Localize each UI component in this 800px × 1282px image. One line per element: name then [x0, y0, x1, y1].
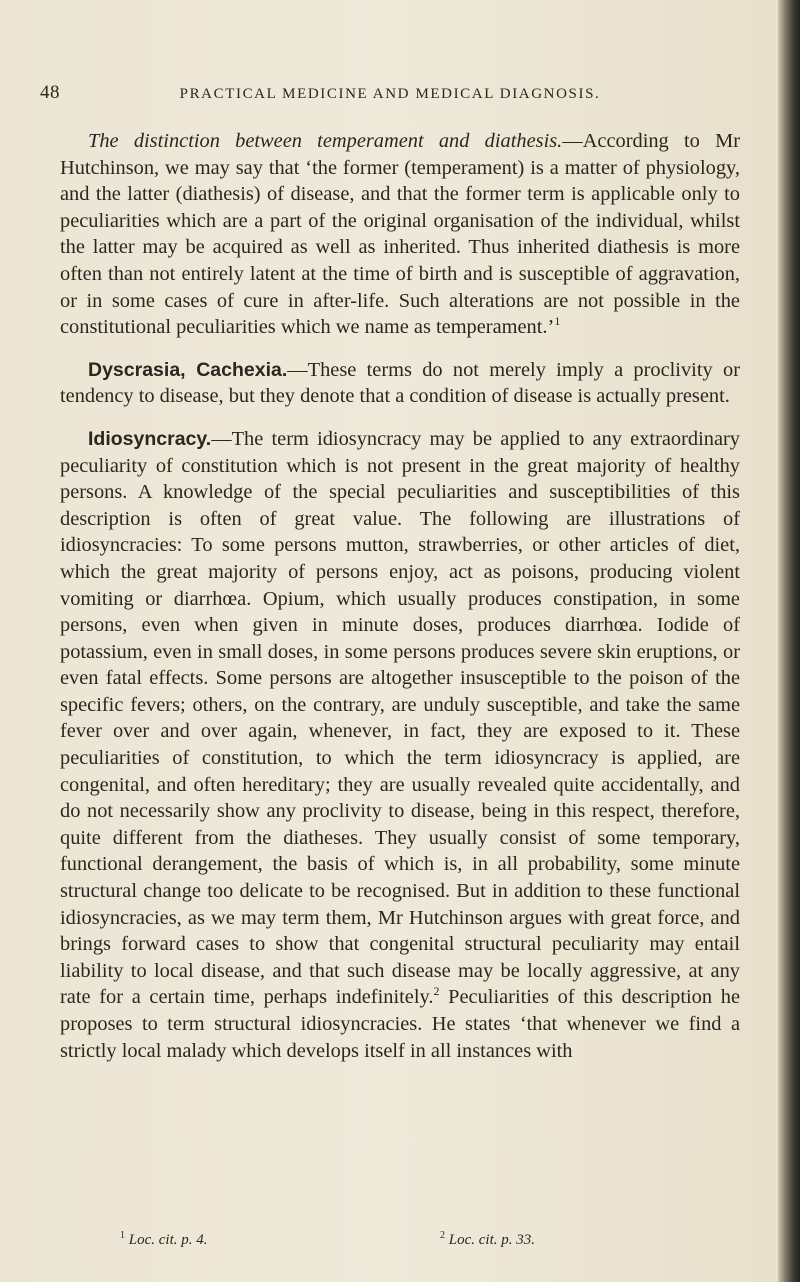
running-head: PRACTICAL MEDICINE AND MEDICAL DIAGNOSIS. — [179, 86, 601, 102]
footnote — [440, 1232, 535, 1249]
page-number: 48 — [40, 82, 60, 103]
paragraph-heading: Dyscrasia, Cachexia. — [88, 358, 288, 381]
paragraph-dyscrasia-cachexia — [60, 357, 740, 410]
footnote-ref: 1 — [554, 314, 561, 329]
footnote-ref: 2 — [433, 984, 440, 999]
footnote-mark: 1 — [120, 1230, 125, 1241]
footnotes — [120, 1232, 640, 1258]
paragraph-text: —These terms do not merely imply a proclivity or tendency to disease, but they denote that a condition of disease is actually present. — [60, 358, 740, 408]
paragraph-text: —According to Mr Hutchinson, we may say that ‘the former (temperament) is a matter of physiology, and the latter (diathesis) of disease, and that the former term is applicable only to peculiarities which are a part of the original organisation of the individual, whilst the latter may be acquired as well as inherited. Thus inherited diathesis is more often than not entirely latent at the time of birth and is susceptible of aggravation, or in some cases of cure in after-life. Such alterations are not possible in the constitutional peculiarities which we name as temperament.’ — [60, 130, 740, 339]
paragraph-temperament-diathesis — [60, 128, 740, 341]
footnote-text: Loc. cit. p. 4. — [128, 1232, 208, 1248]
page-header — [40, 82, 740, 106]
footnote-mark: 2 — [440, 1230, 445, 1241]
footnote-text: Loc. cit. p. 33. — [448, 1232, 535, 1248]
paragraph-heading: The distinction between temperament and diathesis. — [88, 130, 563, 152]
footnote — [120, 1232, 208, 1249]
paragraph-idiosyncracy — [60, 426, 740, 1064]
body-text — [60, 128, 740, 1064]
page-edge-shadow — [778, 0, 800, 1282]
paragraph-text-continued: Peculiarities of this description he proposes to term structural idiosyncracies. He states ‘that whenever we find a strictly local malady which develops itself in all instances with — [60, 986, 740, 1062]
paragraph-heading: Idiosyncracy. — [88, 427, 212, 450]
paragraph-text: —The term idiosyncracy may be applied to any extraordinary peculiarity of constitution which is not present in the great majority of healthy persons. A knowledge of the special peculiarities and susceptibilities of this description is often of great value. The following are illustrations of idiosyncracies: To some persons mutton, strawberries, or other articles of diet, which the great majority of persons enjoy, act as poisons, producing violent vomiting or diarrhœa. Opium, which usually produces constipation, in some persons, even when given in minute doses, produces diarrhœa. Iodide of potassium, even in small doses, in some persons produces severe skin eruptions, or even fatal effects. Some persons are altogether insusceptible to the poison of the specific fevers; others, on the contrary, are unduly susceptible, and take the same fever over and over again, whenever, in fact, they are exposed to it. These peculiarities of constitution, to which the term idiosyncracy is applied, are congenital, and often hereditary; they are usually revealed quite accidentally, and do not necessarily show any proclivity to disease, being in this respect, therefore, quite different from the diatheses. They usually consist of some temporary, functional derangement, the basis of which is, in all probability, some minute structural change too delicate to be recognised. But in addition to these functional idiosyncracies, as we may term them, Mr Hutchinson argues with great force, and brings forward cases to show that congenital structural peculiarity may entail liability to local disease, and that such disease may be locally aggressive, at any rate for a certain time, perhaps indefinitely. — [60, 427, 740, 1009]
